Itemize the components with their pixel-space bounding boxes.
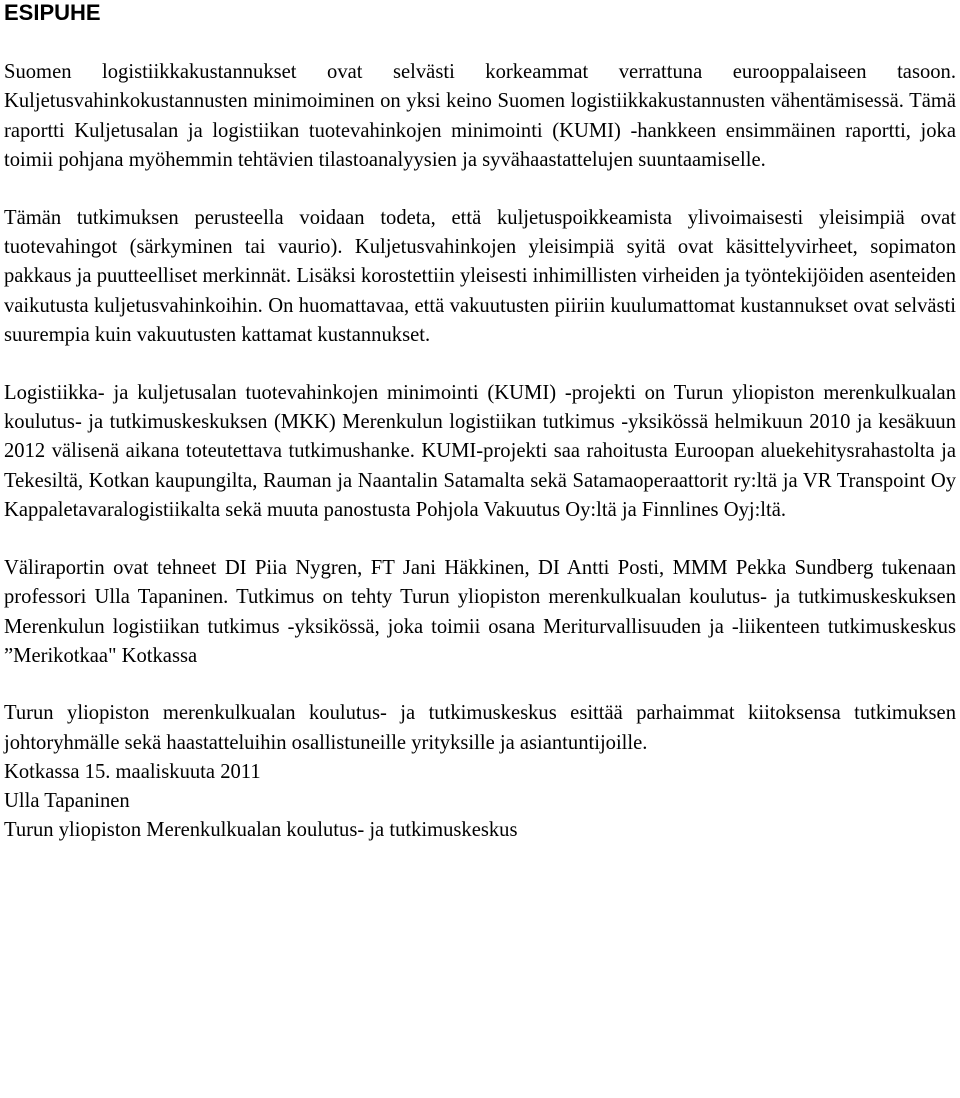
paragraph-authors: Väliraportin ovat tehneet DI Piia Nygren, FT Jani Häkkinen, DI Antti Posti, MMM Pekka Sundberg tukenaan professori Ulla Tapaninen. Tutkimus on tehty Turun yliopiston merenkulkualan koulutus- ja tutkimuskeskuksen Merenkulun logistiikan tutkimus -yksikössä, joka toimii osana Meriturvallisuuden ja -liikenteen tutkimuskeskus ”Merikotkaa" Kotkassa bbox=[4, 556, 956, 667]
paragraph-findings: Tämän tutkimuksen perusteella voidaan todeta, että kuljetuspoikkeamista ylivoimaisesti yleisimpiä ovat tuotevahingot (särkyminen tai vaurio). Kuljetusvahinkojen yleisimpiä syitä ovat käsittelyvirheet, sopimaton pakkaus ja puutteelliset merkinnät. Lisäksi korostettiin yleisesti inhimillisten virheiden ja työntekijöiden asenteiden vaikutusta kuljetusvahinkoihin. On huomattavaa, että vakuutusten piiriin kuulumattomat kustannukset ovat selvästi suurempia kuin vakuutusten kattamat kustannukset. bbox=[4, 206, 956, 347]
place-date: Kotkassa 15. maaliskuuta 2011 bbox=[4, 761, 261, 784]
paragraph-thanks: Turun yliopiston merenkulkualan koulutus- ja tutkimuskeskus esittää parhaimmat kiitoksensa tutkimuksen johtoryhmälle sekä haastatteluihin osallistuneille yrityksille ja asiantuntijoille. bbox=[4, 702, 956, 754]
paragraph-intro: Suomen logistiikkakustannukset ovat selvästi korkeammat verrattuna eurooppalaiseen tasoon. Kuljetusvahinkokustannusten minimoiminen on yksi keino Suomen logistiikkakustannusten vähentämisessä. Tämä raportti Kuljetusalan ja logistiikan tuotevahinkojen minimointi (KUMI) -hankkeen ensimmäinen raportti, joka toimii pohjana myöhemmin tehtävien tilastoanalyysien ja syvähaastattelujen suuntaamiselle. bbox=[4, 61, 956, 172]
signature-name: Ulla Tapaninen bbox=[4, 790, 130, 813]
page-title: ESIPUHE bbox=[4, 0, 101, 25]
signature-organization: Turun yliopiston Merenkulkualan koulutus- ja tutkimuskeskus bbox=[4, 819, 518, 842]
paragraph-project: Logistiikka- ja kuljetusalan tuotevahinkojen minimointi (KUMI) -projekti on Turun yliopiston merenkulkualan koulutus- ja tutkimuskeskuksen (MKK) Merenkulun logistiikan tutkimus -yksikössä helmikuun 2010 ja kesäkuun 2012 välisenä aikana toteutettava tutkimushanke. KUMI-projekti saa rahoitusta Euroopan aluekehitysrahastolta ja Tekesiltä, Kotkan kaupungilta, Rauman ja Naantalin Satamalta sekä Satamaoperaattorit ry:ltä ja VR Transpoint Oy Kappaletavaralogistiikalta sekä muuta panostusta Pohjola Vakuutus Oy:ltä ja Finnlines Oyj:ltä. bbox=[4, 381, 956, 522]
document-page bbox=[4, 0, 956, 845]
